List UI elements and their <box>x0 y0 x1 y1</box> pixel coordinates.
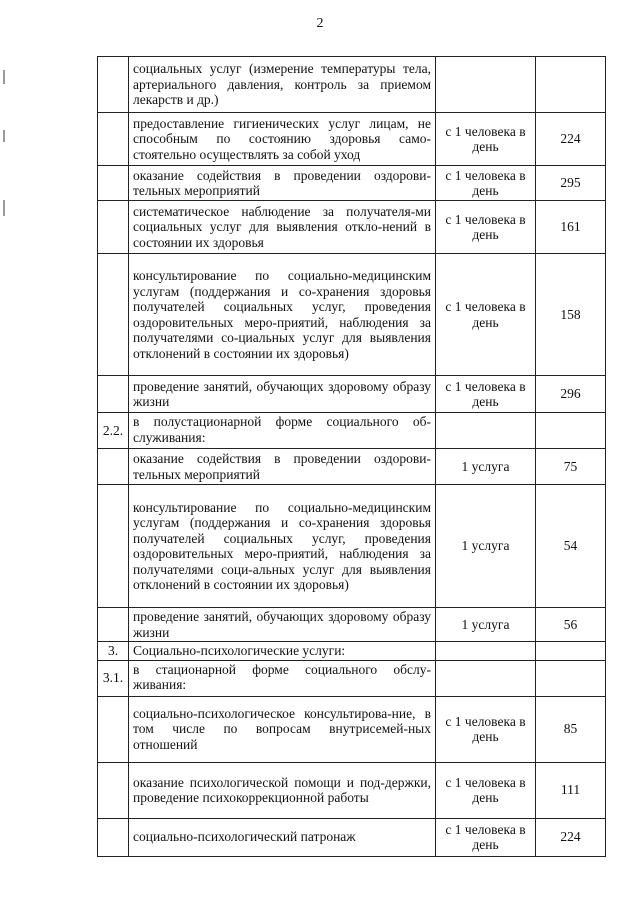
table-row <box>98 413 606 449</box>
service-price <box>536 57 606 113</box>
unit-of-measure: с 1 человека в день <box>436 818 536 856</box>
service-price: 111 <box>536 762 606 818</box>
row-number <box>98 449 129 485</box>
row-number <box>98 485 129 608</box>
row-number: 2.2. <box>98 413 129 449</box>
section-heading: в стационарной форме социального обслу-живания: <box>129 660 436 696</box>
unit-of-measure <box>436 413 536 449</box>
unit-of-measure <box>436 57 536 113</box>
service-description: оказание психологической помощи и под-держки, проведение психокоррекционной работы <box>129 762 436 818</box>
unit-of-measure: 1 услуга <box>436 449 536 485</box>
row-number <box>98 113 129 166</box>
service-description: проведение занятий, обучающих здоровому образу жизни <box>129 608 436 642</box>
service-description: оказание содействия в проведении оздорови-тельных мероприятий <box>129 166 436 201</box>
section-heading: Социально-психологические услуги: <box>129 642 436 661</box>
table-row <box>98 166 606 201</box>
row-number <box>98 57 129 113</box>
row-number <box>98 818 129 856</box>
row-number <box>98 166 129 201</box>
table-row <box>98 201 606 254</box>
table-row <box>98 642 606 661</box>
service-price: 56 <box>536 608 606 642</box>
service-description: консультирование по социально-медицинским услугам (поддержания и со-хранения здоровья получателей социальных услуг, проведения оздоровительных меро-приятий, наблюдения за получателями со-циальных услуг для выявления отклонений в состоянии их здоровья) <box>129 254 436 376</box>
table-row <box>98 57 606 113</box>
service-description: систематическое наблюдение за получателя-ми социальных услуг для выявления откло-нений в состоянии их здоровья <box>129 201 436 254</box>
service-description: консультирование по социально-медицинским услугам (поддержания и со-хранения здоровья получателей социальных услуг, проведения оздоровительных меро-приятий, наблюдения за получателями соци-альных услуг для выявления отклонений в состоянии их здоровья) <box>129 485 436 608</box>
service-price: 295 <box>536 166 606 201</box>
service-price: 296 <box>536 376 606 413</box>
service-price: 224 <box>536 113 606 166</box>
unit-of-measure: с 1 человека в день <box>436 201 536 254</box>
margin-mark <box>3 130 5 142</box>
unit-of-measure: с 1 человека в день <box>436 113 536 166</box>
unit-of-measure: с 1 человека в день <box>436 376 536 413</box>
page-number: 2 <box>316 16 324 31</box>
row-number <box>98 696 129 762</box>
unit-of-measure: 1 услуга <box>436 485 536 608</box>
service-description: проведение занятий, обучающих здоровому образу жизни <box>129 376 436 413</box>
services-price-table <box>97 56 606 857</box>
service-price: 158 <box>536 254 606 376</box>
table-row <box>98 254 606 376</box>
table-row <box>98 485 606 608</box>
unit-of-measure: с 1 человека в день <box>436 166 536 201</box>
service-price <box>536 642 606 661</box>
table-row <box>98 113 606 166</box>
service-description: социально-психологический патронаж <box>129 818 436 856</box>
margin-mark <box>3 70 5 84</box>
margin-mark <box>3 200 5 216</box>
table-row <box>98 449 606 485</box>
unit-of-measure: с 1 человека в день <box>436 254 536 376</box>
unit-of-measure: 1 услуга <box>436 608 536 642</box>
service-description: предоставление гигиенических услуг лицам, не способным по состоянию здоровья само-стоятельно осуществлять за собой уход <box>129 113 436 166</box>
service-price: 75 <box>536 449 606 485</box>
unit-of-measure: с 1 человека в день <box>436 696 536 762</box>
unit-of-measure <box>436 660 536 696</box>
row-number: 3. <box>98 642 129 661</box>
service-price: 161 <box>536 201 606 254</box>
service-price <box>536 413 606 449</box>
table-row <box>98 608 606 642</box>
table-row <box>98 762 606 818</box>
service-price: 224 <box>536 818 606 856</box>
row-number <box>98 254 129 376</box>
row-number <box>98 201 129 254</box>
table-row <box>98 696 606 762</box>
service-price: 54 <box>536 485 606 608</box>
row-number <box>98 376 129 413</box>
unit-of-measure: с 1 человека в день <box>436 762 536 818</box>
row-number <box>98 762 129 818</box>
service-price: 85 <box>536 696 606 762</box>
service-description: социально-психологическое консультирова-ние, в том числе по вопросам внутрисемей-ных отношений <box>129 696 436 762</box>
unit-of-measure <box>436 642 536 661</box>
service-price <box>536 660 606 696</box>
service-description: социальных услуг (измерение температуры тела, артериального давления, контроль за приемом лекарств и др.) <box>129 57 436 113</box>
row-number: 3.1. <box>98 660 129 696</box>
table-row <box>98 376 606 413</box>
section-heading: в полустационарной форме социального об-служивания: <box>129 413 436 449</box>
table-row <box>98 818 606 856</box>
row-number <box>98 608 129 642</box>
service-description: оказание содействия в проведении оздорови-тельных мероприятий <box>129 449 436 485</box>
table-row <box>98 660 606 696</box>
